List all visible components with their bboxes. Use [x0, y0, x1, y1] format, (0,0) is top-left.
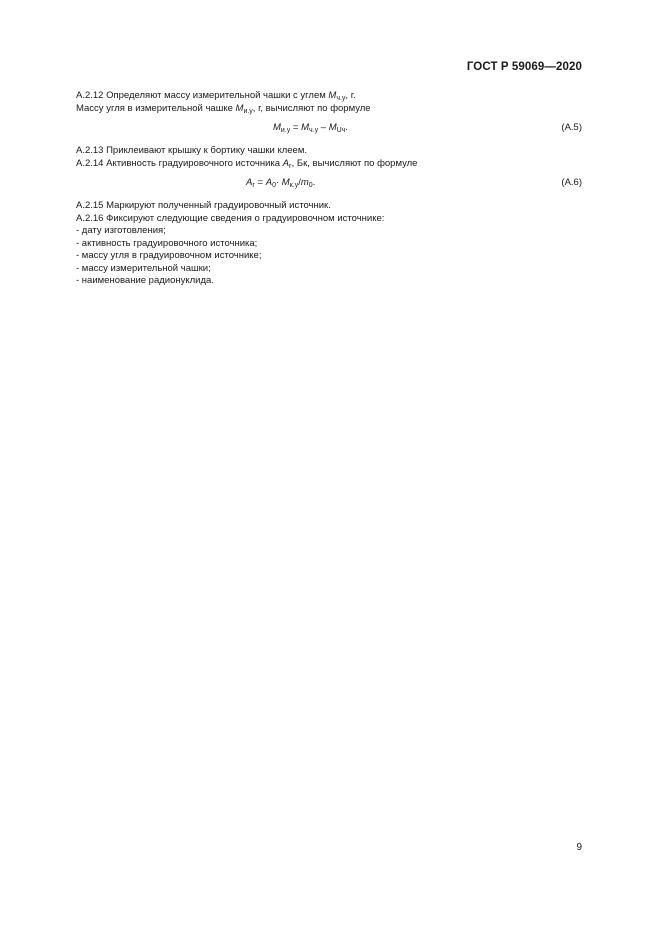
subscript: и.у [243, 107, 253, 115]
equation-number: (А.6) [561, 177, 582, 188]
document-code-header: ГОСТ Р 59069—2020 [466, 61, 582, 73]
equation-number: (А.5) [561, 122, 582, 133]
list-item: - дату изготовления; [76, 225, 166, 236]
subscript: г [289, 162, 292, 170]
list-item: - массу измерительной чашки; [76, 262, 211, 274]
formula-expression: $M_{и.у} = M_{ч.у} - M_{Uч}$. [273, 122, 348, 134]
page-number: 9 [576, 842, 582, 853]
paragraph-a-2-13: А.2.13 Приклеивают крышку к бортику чашки клеем. [76, 145, 307, 156]
paragraph-a-2-14: А.2.14 Активность градуировочного источника $A_г$, Бк, вычисляют по формуле [76, 157, 418, 170]
document-body [76, 90, 582, 288]
paragraph-mass-coal: Массу угля в измерительной чашке $M_{и.у}$, г, вычисляют по формуле [76, 102, 371, 115]
symbol-m: M [235, 102, 244, 114]
list-item: - наименование радионуклида. [76, 275, 214, 286]
paragraph-a-2-15: А.2.15 Маркируют полученный градуировочный источник. [76, 200, 331, 211]
subscript: ч.у [336, 95, 346, 102]
paragraph-a-2-16: А.2.16 Фиксируют следующие сведения о градуировочном источнике: [76, 212, 385, 224]
symbol-a: A [282, 157, 290, 169]
list-item: - массу угля в градуировочном источнике; [76, 250, 262, 261]
list-item: - активность градуировочного источника; [76, 237, 258, 249]
symbol-m: M [328, 90, 337, 101]
paragraph-a-2-12: А.2.12 Определяют массу измерительной чашки с углем $M_{ч.у}$, г. [76, 90, 356, 102]
formula-expression: $A_г = A_0\cdot M_{к.у}/m_0$. [246, 177, 316, 189]
formula-a-5 [76, 122, 582, 138]
formula-a-6 [76, 177, 582, 193]
